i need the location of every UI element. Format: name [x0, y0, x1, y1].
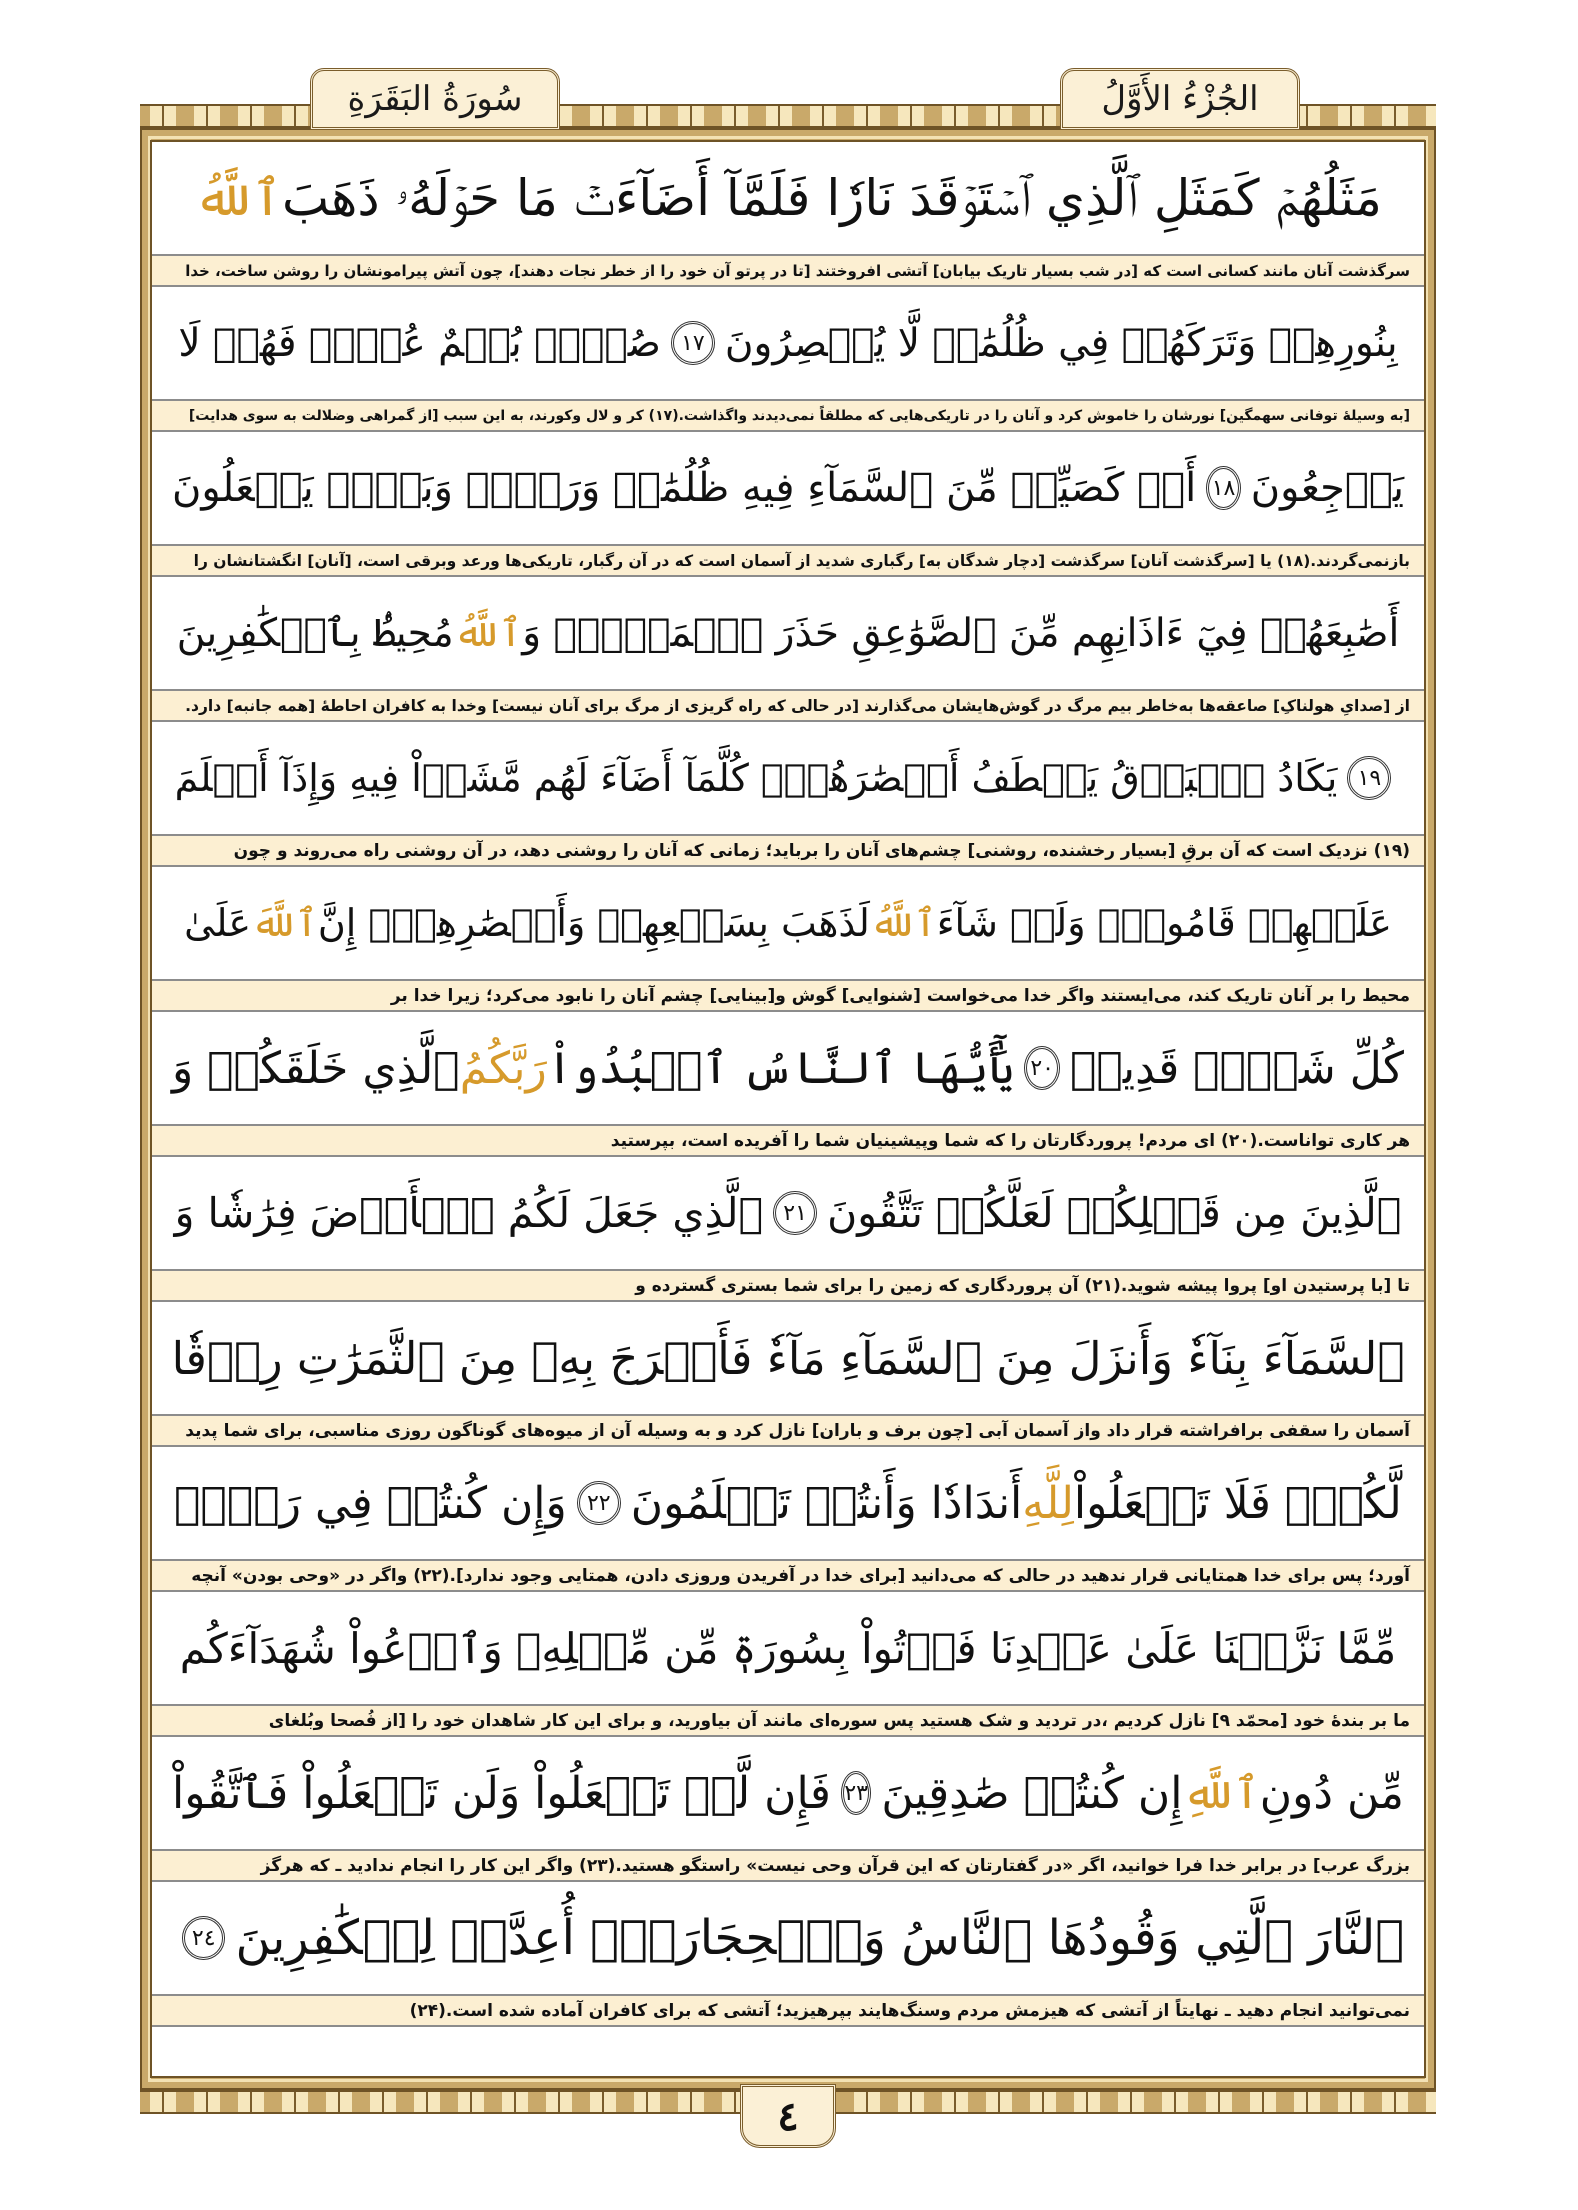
verse-text: فَإِن لَّمۡ تَفۡعَلُواْ وَلَن تَفۡعَلُواْ فَٱتَّقُواْ: [172, 1767, 831, 1819]
persian-translation-line: تا [با پرستیدن او] پروا پیشه شوید.(۲۱) آن پروردگاری که زمین را برای شما بستری گسترده و: [152, 1269, 1424, 1302]
persian-translation-line: نمی‌توانید انجام دهید ـ نهایتاً از آتشی که هیزمش مردم وسنگ‌هایند بپرهیزید؛ آتشی که برای کافران آماده شده است.(۲۴): [152, 1994, 1424, 2027]
juz-label: الجُزْءُ الأَوَّلُ: [1060, 68, 1300, 130]
verse-block: [152, 1737, 1424, 1882]
verse-text: كُلِّ شَيۡءٖ قَدِيرٞ: [1070, 1042, 1404, 1094]
verse-text: يَٰٓأَيُّهَا ٱلنَّاسُ ٱعۡبُدُواْ: [546, 1042, 1015, 1094]
verse-block: [152, 287, 1424, 432]
ayah-number-marker: ١٩: [1347, 756, 1391, 800]
verse-block: [152, 1882, 1424, 2027]
persian-translation-line: آورد؛ پس برای خدا همتایانی قرار ندهید در حالی که می‌دانید [برای خدا در آفریدن وروزی دادن، همتایی وجود ندارد].(۲۲) واگر در «وحی بودن» آنچه: [152, 1559, 1424, 1592]
surah-label: سُورَةُ البَقَرَةِ: [310, 68, 560, 130]
verse-text: ٱلَّذِي جَعَلَ لَكُمُ ٱلۡأَرۡضَ فِرَٰشٗا وَ: [174, 1189, 764, 1237]
persian-translation-line: [به وسیلۀ توفانی سهمگین] نورشان را خاموش کرد و آنان را در تاریکی‌هایی که مطلقاً نمی‌دیدند واگذاشت.(۱۷) کر و لال وکورند، به این سبب [از گمراهی وضلالت به سوی هدایت]: [152, 399, 1424, 432]
arabic-verse-line: [152, 1882, 1424, 1994]
highlighted-word: ٱللَّهُ: [869, 901, 937, 945]
persian-translation-line: (۱۹) نزدیک است که آن برقِ [بسیار رخشنده، روشنی] چشم‌های آنان را برباید؛ زمانی که آنان را روشنی دهد، در آن روشنی راه می‌روند و چون: [152, 834, 1424, 867]
highlighted-word: ٱللَّهَ: [251, 901, 318, 945]
arabic-verse-line: [152, 1447, 1424, 1559]
verse-text: ٱلسَّمَآءَ بِنَآءٗ وَأَنزَلَ مِنَ ٱلسَّمَآءِ مَآءٗ فَأَخۡرَجَ بِهِۦ مِنَ ٱلثَّمَرَٰتِ رِزۡقٗا: [171, 1331, 1405, 1385]
ayah-number-marker: ٢٢: [577, 1481, 621, 1525]
arabic-verse-line: [152, 1302, 1424, 1414]
ayah-number-marker: ١٨: [1206, 466, 1241, 510]
verse-text: عَلَىٰ: [184, 901, 252, 945]
verse-text: لَذَهَبَ بِسَمۡعِهِمۡ وَأَبۡصَٰرِهِمۡۚ إِنَّ: [317, 901, 870, 945]
arabic-verse-line: [152, 1737, 1424, 1849]
verse-block: [152, 1157, 1424, 1302]
arabic-verse-line: [152, 867, 1424, 979]
verse-text: إِن كُنتُمۡ صَٰدِقِينَ: [881, 1767, 1183, 1819]
verse-text: صُمُّۢ بُكۡمٌ عُمۡيٞ فَهُمۡ لَا: [178, 320, 661, 366]
verse-text: يَرۡجِعُونَ: [1250, 465, 1404, 511]
verse-text: مُحِيطُۢ بِٱلۡكَٰفِرِينَ: [176, 610, 454, 656]
persian-translation-line: محیط را بر آنان تاریک کند، می‌ایستند واگر خدا می‌خواست [شنوایی] گوش و[بینایی] چشم آنان را نابود می‌کرد؛ زیرا خدا بر: [152, 979, 1424, 1012]
persian-translation-line: بزرگ عرب] در برابر خدا فرا خوانید، اگر «در گفتارتان که این قرآن وحی نیست» راستگو هستید.(۲۳) واگر این کار را انجام ندادید ـ که هرگز: [152, 1849, 1424, 1882]
verse-text: ٱلنَّارَ ٱلَّتِي وَقُودُهَا ٱلنَّاسُ وَٱلۡحِجَارَةُۖ أُعِدَّتۡ لِلۡكَٰفِرِينَ: [235, 1910, 1404, 1966]
arabic-verse-line: [152, 142, 1424, 254]
ayah-number-marker: ٢٤: [182, 1916, 225, 1960]
ayah-number-marker: ٢١: [773, 1191, 817, 1235]
verse-text: مَثَلُهُمۡ كَمَثَلِ ٱلَّذِي ٱسۡتَوۡقَدَ نَارٗا فَلَمَّآ أَضَآءَتۡ مَا حَوۡلَهُۥ ذَهَبَ: [281, 168, 1382, 227]
ayah-number-marker: ١٧: [671, 321, 715, 365]
arabic-verse-line: [152, 1012, 1424, 1124]
arabic-verse-line: [152, 287, 1424, 399]
persian-translation-line: آسمان را سقفی برافراشته قرار داد واز آسمان آبی [چون برف و باران] نازل کرد و به وسیله آن از میوه‌های گوناگون روزی مناسبی، برای شما پدید: [152, 1414, 1424, 1447]
highlighted-word: ٱللَّهِ: [1182, 1767, 1260, 1819]
verse-text: لَّكُمۡۖ فَلَا تَجۡعَلُواْ: [1073, 1477, 1402, 1529]
highlighted-word: ٱللَّهُ: [453, 610, 523, 656]
verse-text: ٱلَّذِينَ مِن قَبۡلِكُمۡ لَعَلَّكُمۡ تَتَّقُونَ: [827, 1189, 1402, 1237]
arabic-verse-line: [152, 1157, 1424, 1269]
arabic-verse-line: [152, 577, 1424, 689]
verse-block: [152, 432, 1424, 577]
verse-block: [152, 1592, 1424, 1737]
verse-text: بِنُورِهِمۡ وَتَرَكَهُمۡ فِي ظُلُمَٰتٖ لَّا يُبۡصِرُونَ: [724, 320, 1398, 366]
verse-text: يَكَادُ ٱلۡبَرۡقُ يَخۡطَفُ أَبۡصَٰرَهُمۡۖ كُلَّمَآ أَضَآءَ لَهُم مَّشَوۡاْ فِيهِ وَإِذَآ أَظۡلَمَ: [174, 756, 1338, 800]
verse-text: أَندَادٗا وَأَنتُمۡ تَعۡلَمُونَ: [630, 1477, 1023, 1529]
highlighted-word: رَبَّكُمُ: [459, 1042, 547, 1094]
verse-text: وَإِن كُنتُمۡ فِي رَيۡبٖ: [174, 1477, 567, 1529]
arabic-verse-line: [152, 1592, 1424, 1704]
arabic-verse-line: [152, 432, 1424, 544]
ayah-number-marker: ٢٣: [841, 1771, 871, 1815]
verse-block: [152, 142, 1424, 287]
persian-translation-line: ما بر بندۀ خود [محمّد ٩] نازل کردیم ،در تردید و شک هستید پس سوره‌ای مانند آن بیاورید، و برای این کار شاهدان خود را [از فُصحا وبُلغای: [152, 1704, 1424, 1737]
verse-text: مِّمَّا نَزَّلۡنَا عَلَىٰ عَبۡدِنَا فَأۡتُواْ بِسُورَةٖ مِّن مِّثۡلِهِۦ وَٱدۡعُواْ شُهَدَآءَكُم: [179, 1623, 1397, 1673]
verse-text: ٱلَّذِي خَلَقَكُمۡ وَ: [172, 1042, 460, 1094]
verse-block: [152, 867, 1424, 1012]
highlighted-word: ٱللَّهُ: [194, 169, 282, 227]
highlighted-word: لِلَّهِ: [1022, 1477, 1074, 1529]
verse-text: أَوۡ كَصَيِّبٖ مِّنَ ٱلسَّمَآءِ فِيهِ ظُلُمَٰتٞ وَرَعۡدٞ وَبَرۡقٞ يَجۡعَلُونَ: [172, 465, 1197, 511]
persian-translation-line: از [صدایِ هولناکِ] صاعقه‌ها به‌خاطر بیم مرگ در گوش‌هایشان می‌گذارند [در حالی که راه گریزی از مرگ برای آنان نیست] وخدا به کافران احاطۀ [همه جانبه] دارد.: [152, 689, 1424, 722]
persian-translation-line: سرگذشت آنان مانند کسانی است که [در شب بسیار تاریک بیابان] آتشی افروختند [تا در پرتو آن خود را از خطر نجات دهند]، چون آتش پیرامونشان را روشن ساخت، خدا: [152, 254, 1424, 287]
persian-translation-line: بازنمی‌گردند.(۱۸) یا [سرگذشت آنان] سرگذشت [دچار شدگان به] رگباری شدید از آسمان است که در آن رگبار، تاریکی‌ها ورعد وبرقی است، [آنان] انگشتانشان را: [152, 544, 1424, 577]
page-content: [152, 142, 1424, 2027]
verse-text: أَصَٰبِعَهُمۡ فِيٓ ءَاذَانِهِم مِّنَ ٱلصَّوَٰعِقِ حَذَرَ ٱلۡمَوۡتِۚ وَ: [522, 610, 1400, 656]
ayah-number-marker: ٢٠: [1024, 1046, 1060, 1090]
verse-block: [152, 577, 1424, 722]
persian-translation-line: هر کاری تواناست.(۲۰) ای مردم! پروردگارتان را که شما وپیشینیان شما را آفریده است، بپرستید: [152, 1124, 1424, 1157]
page-number: ٤: [740, 2084, 836, 2148]
verse-block: [152, 1447, 1424, 1592]
arabic-verse-line: [152, 722, 1424, 834]
verse-text: عَلَيۡهِمۡ قَامُواْۚ وَلَوۡ شَآءَ: [936, 901, 1392, 945]
verse-block: [152, 1302, 1424, 1447]
verse-block: [152, 1012, 1424, 1157]
verse-block: [152, 722, 1424, 867]
verse-text: مِّن دُونِ: [1259, 1767, 1404, 1819]
